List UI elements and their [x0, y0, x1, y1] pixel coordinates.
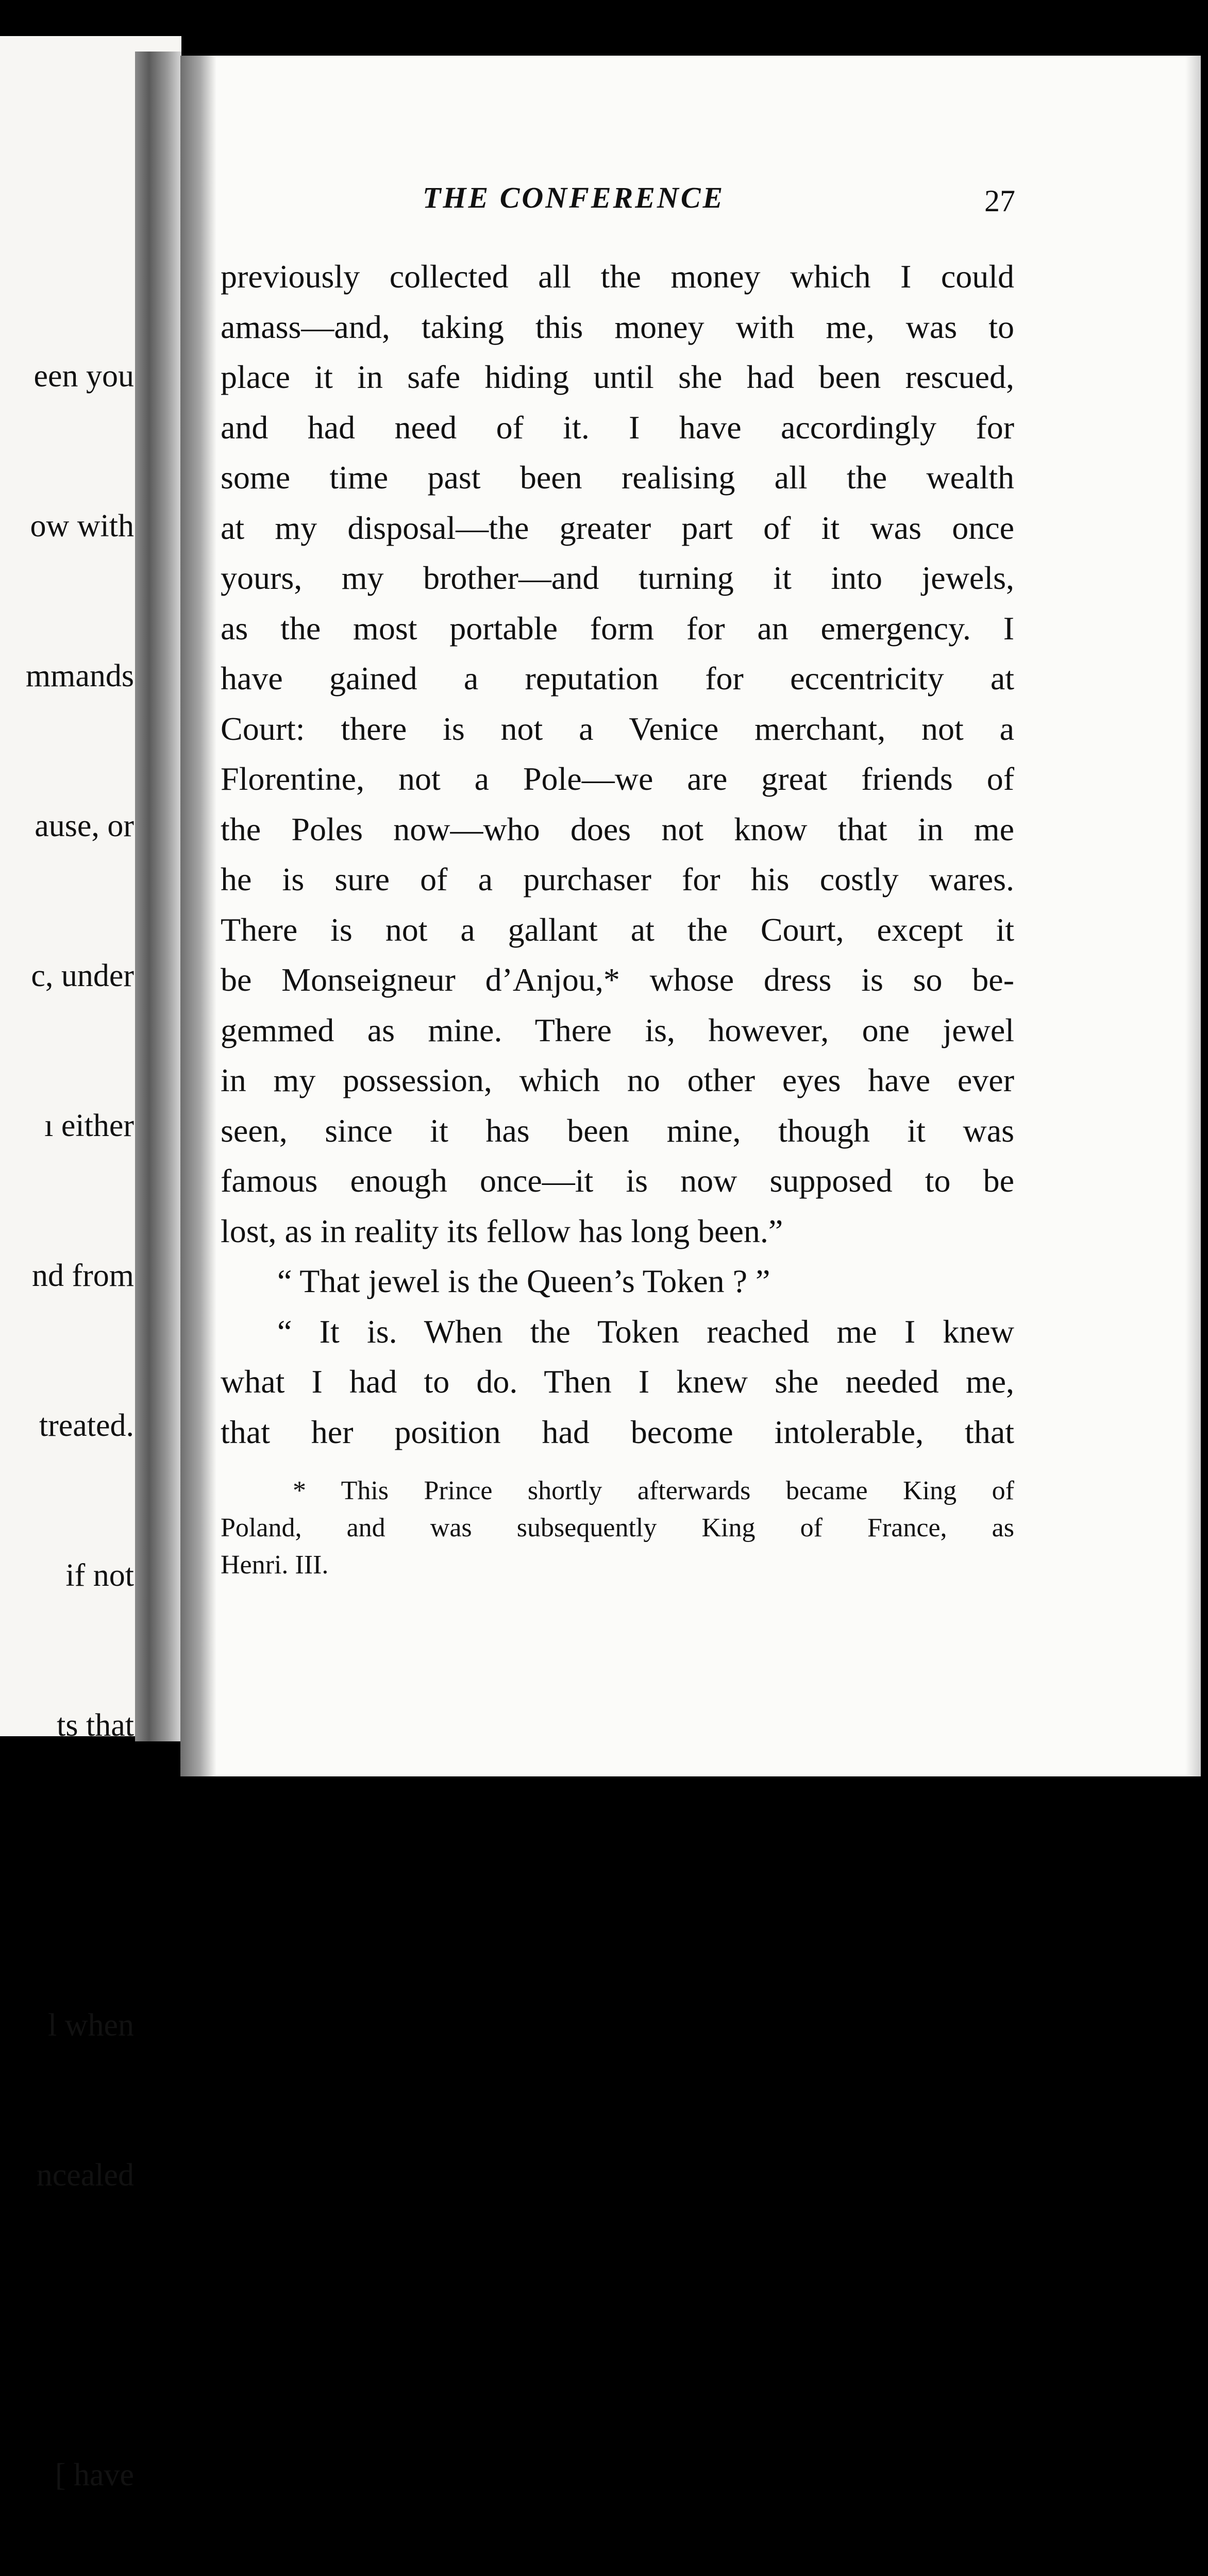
text-line: place it in safe hiding until she had been rescued, [221, 359, 1014, 395]
footnote-line: * This Prince shortly afterwards became King of [293, 1476, 1014, 1505]
previous-page-line: treated. [39, 1408, 134, 1443]
text-line: some time past been realising all the wealth [221, 459, 1014, 496]
text-line: gemmed as mine. There is, however, one jewel [221, 1011, 1014, 1048]
text-line: that her position had become intolerable, that [221, 1413, 1014, 1450]
text-line: “ That jewel is the Queen’s Token ? ” [277, 1263, 770, 1299]
previous-page-line: ncealed [36, 2158, 134, 2193]
previous-page-line: ts that [57, 1708, 134, 1743]
previous-page-line: ause, or [35, 808, 134, 843]
page-number: 27 [984, 184, 1015, 218]
running-title: THE CONFERENCE [423, 181, 725, 214]
footnote [221, 1472, 1014, 1584]
text-line: Court: there is not a Venice merchant, not a [221, 710, 1014, 747]
text-line: famous enough once—it is now supposed to be [221, 1162, 1014, 1199]
footnote-line: Henri. III. [221, 1550, 329, 1580]
previous-page-line: l when [47, 2008, 134, 2043]
previous-page-line: mmands [25, 658, 134, 693]
body-text [221, 251, 1014, 1457]
text-line: the Poles now—who does not know that in me [221, 810, 1014, 848]
previous-page-line [0, 1851, 134, 1901]
text-line: Florentine, not a Pole—we are great friends of [221, 760, 1014, 797]
text-line: be Monseigneur d’Anjou,* whose dress is so be- [221, 961, 1014, 998]
text-line: as the most portable form for an emergency. I [221, 609, 1014, 647]
text-line: seen, since it has been mine, though it was [221, 1112, 1014, 1149]
page-edge [1185, 56, 1201, 1776]
text-line: what I had to do. Then I knew she needed me, [221, 1363, 1014, 1400]
previous-page-line: een you [33, 359, 134, 394]
previous-page-line: c, under [31, 958, 134, 993]
text-line: “ It is. When the Token reached me I knew [277, 1313, 1014, 1350]
previous-page-line: [ have [55, 2458, 134, 2493]
text-line: in my possession, which no other eyes have ever [221, 1062, 1014, 1098]
text-line: There is not a gallant at the Court, except it [221, 911, 1014, 948]
text-line: previously collected all the money which I could [221, 258, 1014, 295]
footnote-line: Poland, and was subsequently King of France, as [221, 1513, 1014, 1543]
previous-page-text [0, 251, 134, 2576]
page-27 [180, 56, 1201, 1776]
previous-page-line: ow with [30, 509, 134, 544]
previous-page-line: ı either [44, 1108, 134, 1143]
text-line: and had need of it. I have accordingly for [221, 409, 1014, 446]
book-gutter [135, 52, 181, 1741]
text-line: have gained a reputation for eccentricity at [221, 660, 1014, 697]
text-line: yours, my brother—and turning it into jewels, [221, 560, 1014, 596]
previous-page-line: nd from [31, 1258, 134, 1293]
text-line: amass—and, taking this money with me, was to [221, 308, 1014, 345]
text-line: at my disposal—the greater part of it was once [221, 509, 1014, 546]
text-line: he is sure of a purchaser for his costly wares. [221, 861, 1014, 897]
previous-page-line: if not [65, 1558, 134, 1593]
text-line: lost, as in reality its fellow has long been.” [221, 1212, 783, 1249]
fold-shadow [180, 56, 216, 1776]
previous-page-line [0, 2300, 134, 2350]
